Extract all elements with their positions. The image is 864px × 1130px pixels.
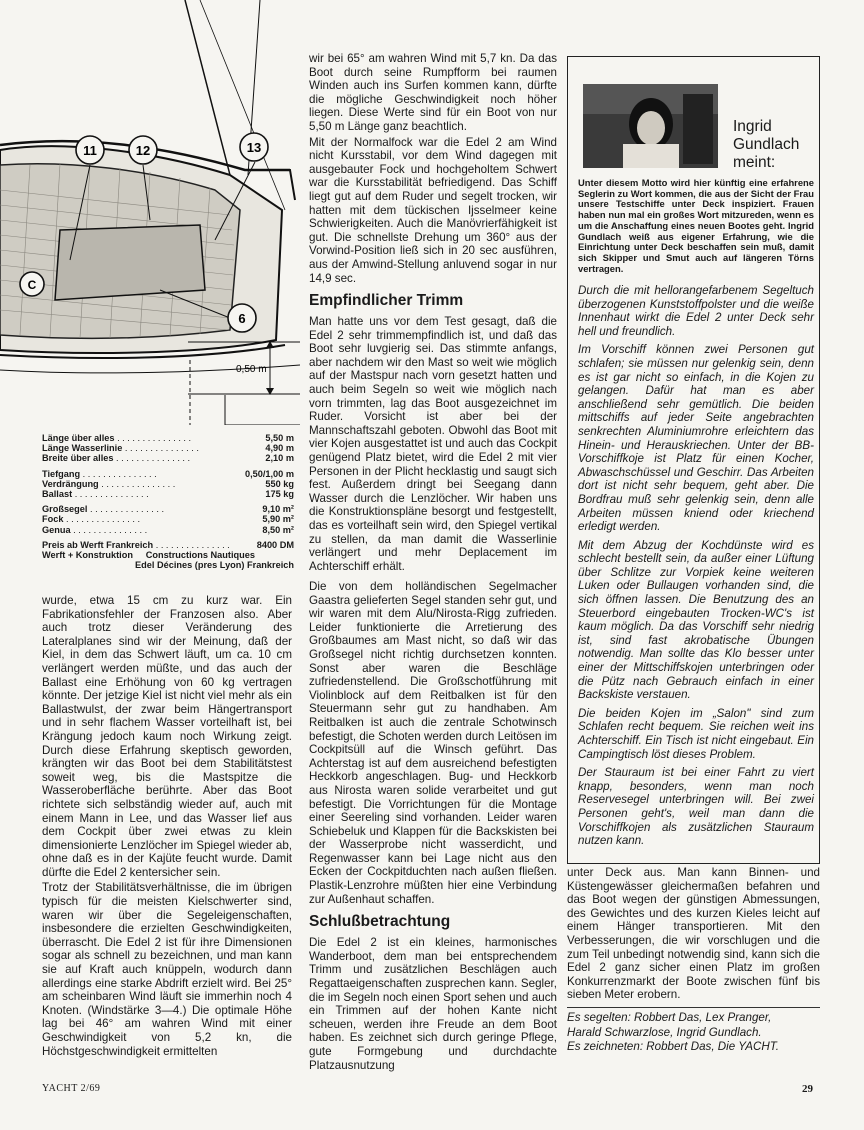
author-photo [583,84,718,168]
callout-12: 12 [135,143,151,158]
spec-row: Länge Wasserlinie . . 4,90 m [42,443,294,453]
paragraph: wurde, etwa 15 cm zu kurz war. Ein Fabrikationsfehler der Franzosen also. Aber auch trotz dieser Veränderung des Lateralplanes sind wir der Meinung, daß der Kiel, in dem das Schwert läuft, um ca. 10 cm verlängert werden müßte, und das auch der Ballast eine Erhöhung von 60 kg vertragen könnte. Der jetzige Kiel ist nicht viel mehr als ein Ballastwulst, der zwar beim Hängertransport und in sehr flachem Wasser vorteilhaft ist, bei Krängung jedoch kaum noch Wirkung zeigt. Durch diese Erfahrung skeptisch geworden, krängten wir das Boot bei dem Stabilitätstest soweit weg, bis die Mastspitze die Wasseroberfläche berührte. Aber das Boot richtete sich selbständig wieder auf, auch mit einem Mann in Lee, und das Wasser lief aus dem Cockpit über zwei etwas zu klein dimensionierte Lenzlöcher im Spiegel wieder ab, ohne daß es in der Kajüte feucht wurde. Damit dürfte die Edel 2 kentersicher sein. [42,594,292,879]
spec-row: Länge über alles . . 5,50 m [42,433,294,443]
spec-row: Breite über alles . . 2,10 m [42,453,294,463]
paragraph: Im Vorschiff können zwei Personen gut schlafen; sie müssen nur gelenkig sein, denn es ist gar nicht so einfach, in die Kojen zu gelangen. Dafür hat man es aber anschließend sehr gemütlich. Die beiden mittschiffs auf jeder Seite angebrachten senkrechten Aluminiumrohre erleichtern das Hinein- und Herauskriechen. Unter der BB-Vorschiffkoje ist Platz für einen Kocher, Abwaschschüssel und Geschirr. Das Arbeiten dort ist nicht sehr bequem, geht aber. Die Bordfrau muß sehr gelenkig sein, denn alle Arbeiten müssen kniend oder kriechend erledigt werden. [578,343,814,534]
article-column-2-lower [309,580,557,1072]
paragraph: Man hatte uns vor dem Test gesagt, daß die Edel 2 sehr trimmempfindlich ist, und daß das Boot sehr luvgierig sei. Das stimmte anfangs, aber nachdem wir den Mast so weit wie möglich auf der Mastspur nach vorn gesetzt hatten und auch beim Segeln so weit wie möglich nach vorn trimmten, lag das Boot ausgezeichnet im Ruder. Vorsicht ist aber bei der Mannschaftszahl geboten. Obwohl das Boot mit vier Kojen ausgestattet ist und auch das Cockpit genügend Platz bietet, wird die Edel 2 mit vier Personen in der Plicht hecklastig und saugt sich fest. Außerdem dringt bei Seegang dann Wasser durch die Lenzlöcher. Wir haben uns die Konstruktionspläne besorgt und festgestellt, das es vorteilhaft sein wird, den Spiegel vertikal zu stellen, da man damit die Wasserlinie verlängert und mehr Deplacement im Achterschiff erhält. [309,315,557,573]
credit-line: Es segelten: Robbert Das, Lex Pranger, [567,1011,772,1024]
spec-werft-line2: Edel Décines (pres Lyon) Frankreich [135,560,294,571]
paragraph: Die von dem holländischen Segelmacher Gaastra gelieferten Segel standen sehr gut, und wir waren mit dem Alu/Nirosta-Rigg zufrieden. Leider funktionierte die Arretierung des Großbaumes am Mast nicht, so daß wir das Großsegel nicht richtig durchsetzen konnten. Sonst aber waren die Beschläge zufriedenstellend. Die Großschotführung mit Violinblock auf dem Reitbalken ist für den Steuermann sehr gut zu handhaben. Am Reitbalken ist auch die zentrale Schotwinsch befestigt, die Schoten werden durch Leitösen im Cockpitsüll auf die Winsch geführt. Das Achterstag ist auf dem ausreichend befestigten Heckkorb angeschlagen. Bug- und Heckkorb aus Nirosta waren solide verarbeitet und gut befestigt. Die Vorrichtungen für die Montage einer Seereling sind vorhanden. Leider waren Schiebeluk und Klappen für die Backskisten bei der Wasserprobe nicht wasserdicht, und Regenwasser kann bei Lage nicht aus den Ecken der Cockpitduchten nach außen fließen. Plastik-Lenzrohre müßten hier eine Verbindung zur Außenhaut schaffen. [309,580,557,906]
callout-6: 6 [238,311,246,326]
spec-row: Ballast . . 175 kg [42,489,294,499]
credit-line: Harald Schwarzlose, Ingrid Gundlach. [567,1025,762,1039]
paragraph: wir bei 65° am wahren Wind mit 5,7 kn. Da das Boot durch seine Rumpfform bei raumen Winden auch ins Surfen kommen kann, dürfte die mögliche Geschwindigkeit noch höher liegen. Diese Werte sind für ein Boot von nur 5,50 m Länge ganz beachtlich. [309,52,557,133]
boat-deck-drawing [0,0,300,425]
paragraph: unter Deck aus. Man kann Binnen- und Küstengewässer gleichermaßen befahren und das Boot wegen der günstigen Abmessungen, des Gewichtes und des kurzen Kieles leicht auf einem Hänger transportieren. Mit den Verbesserungen, die wir vorschlugen und die zum Teil unbedingt notwendig sind, kann sich die Edel 2 ganz sicher einen Platz im großen Konkurrenzmarkt der Boote zwischen fünf bis sieben Meter erobern. [567,866,820,1002]
specs-table [42,433,294,570]
spec-row: Genua . . 8,50 m² [42,525,294,535]
opinion-body [578,284,814,848]
magazine-footer: YACHT 2/69 [42,1083,101,1094]
opinion-lead: Unter diesem Motto wird hier künftig eine erfahrene Seglerin zu Wort kommen, die aus der Sicht der Frau unsere Testschiffe unter Deck inspiziert. Frauen haben nun mal ein großes Wort mitzureden, wenn es um die Anschaffung eines neuen Bootes geht. Ingrid Gundlach weiß aus eigener Erfahrung, wie die Einrichtung unter Deck beschaffen sein muß, damit sich Skipper und Smut auch auf längeren Törns vertragen. [578,177,814,274]
spec-price-row: Preis ab Werft Frankreich . . 8400 DM [42,540,294,550]
section-heading-trimm: Empfindlicher Trimm [309,292,464,310]
paragraph: Mit dem Abzug der Kochdünste wird es schlecht bestellt sein, da außer einer Lüftung über Schlitze zur Vorpiek keine weiteren Luken oder Bullaugen vorhanden sind, die sich öffnen lassen. Die Benutzung des an Steuerbord eingebauten Trocken-WC's ist kaum möglich. Da das Vorschiff sehr niedrig ist, sind fast akrobatische Übungen notwendig. Man sollte das Klo besser unter einer der Mittschiffskojen unterbringen oder die Pütz nach Gebrauch einfach in einer Backskiste verstauen. [578,538,814,702]
spec-row: Fock . . 5,90 m² [42,514,294,524]
scale-label: 0,50 m [236,364,267,375]
byline-title: Ingrid Gundlach meint: [733,118,800,171]
callout-c: C [27,278,37,292]
section-heading-schluss: Schlußbetrachtung [309,913,451,931]
credits [567,1005,820,1055]
paragraph: Trotz der Stabilitätsverhältnisse, die im übrigen typisch für die meisten Kielschwerter sind, waren wir über die Segeleigenschaften, insbesondere die erzielten Geschwindigkeiten, überrascht. Die Edel 2 ist für ihre Dimensionen sogar als schnell zu bezeichnen, und man kann sie auf Kraft auch knüppeln, wodurch dann allerdings eine starke Abdrift erzielt wird. Bei 25° am scheinbaren Wind läuft sie immerhin noch 4 Knoten. (Windstärke 3—4.) Die optimale Höhe lag bei 46° am wahren Wind mit einer Geschwindigkeit von 5,2 kn, die Höchstgeschwindigkeit ermittelten [42,881,292,1058]
paragraph: Durch die mit hellorangefarbenem Segeltuch überzogenen Kunststoffpolster und die weiße Innenhaut wirkt die Edel 2 unter Deck sehr hell und freundlich. [578,284,814,338]
credit-line: Es zeichneten: Robbert Das, Die YACHT. [567,1040,780,1054]
paragraph: Die Edel 2 ist ein kleines, harmonisches Wanderboot, dem man bei entsprechendem Trimm und zusätzlichen Beschlägen auch Regattaeigenschaften zusprechen kann. Segler, die im Segeln noch einen Sport sehen und auch ein Trimmen auf der hohen Kante nicht scheuen, werden ihre Freude an dem Boot haben. Es zeichnet sich durch geringe Pflege, gute Formgebung und durchdachte Platzausnutzung [309,936,557,1072]
article-column-3-lower [567,866,820,1002]
spec-row: Tiefgang . . 0,50/1,00 m [42,469,294,479]
paragraph: Die beiden Kojen im „Salon" sind zum Schlafen recht bequem. Sie reichen weit ins Achterschiff. Ein Tisch ist nicht eingebaut. Ein Campingtisch löst dieses Problem. [578,706,814,761]
spec-werft-line1: Werft + Konstruktion Constructions Nautiques [42,550,255,561]
article-column-2 [309,52,557,573]
spec-row: Großsegel . . 9,10 m² [42,504,294,514]
spec-row: Verdrängung . . 550 kg [42,479,294,489]
callout-11: 11 [83,143,97,158]
paragraph: Der Stauraum ist bei einer Fahrt zu viert knapp, besonders, wenn man noch Reservesegel unterbringen will. Bei zwei Personen geht's, weil man dann die Vorschiffkojen als zusätzlichen Stauraum nutzen kann. [578,766,814,848]
article-column-1 [42,594,292,1058]
paragraph: Mit der Normalfock war die Edel 2 am Wind nicht Kursstabil, vor dem Wind dagegen mit ausgebauter Fock und hochgeholtem Schwert war die Kursstabilität befriedigend. Das Schiff liegt gut auf dem Ruder und segelt trocken, wir hatten mit dem tückischen Ijsselmeer keine Schwierigkeiten. Auch die Manövrierfähigkeit ist gut. Die schnellste Drehung um 360° aus der Vorwind-Position ließ sich in 20 sec ausführen, aus der Amwind-Stellung anluvend sogar in nur 14,9 sec. [309,135,557,285]
callout-13: 13 [246,140,262,155]
page-number: 29 [802,1083,813,1095]
